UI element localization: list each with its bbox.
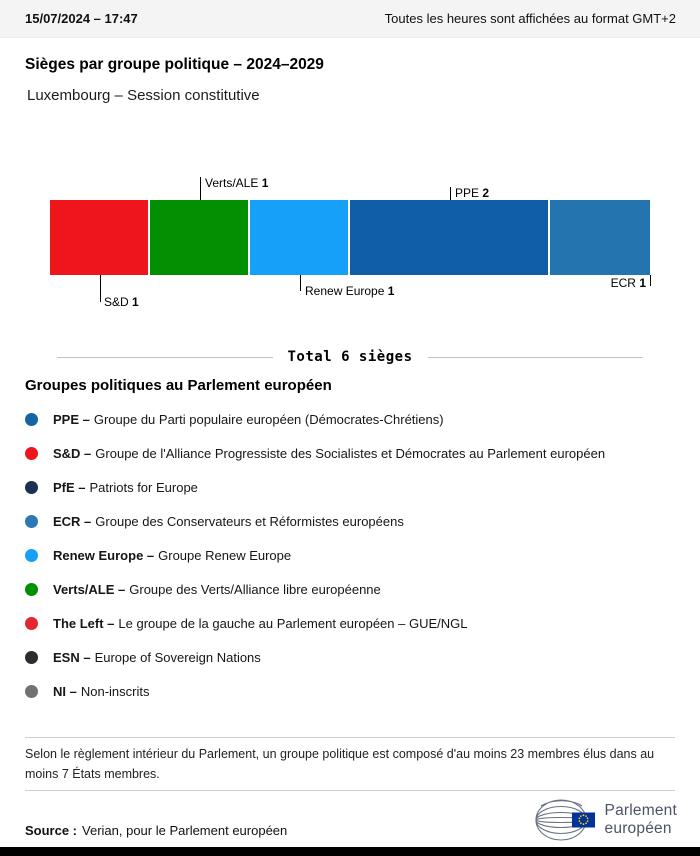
ep-logo-icon xyxy=(534,797,596,843)
legend-list xyxy=(25,402,685,708)
footnote-text: Selon le règlement intérieur du Parlement, un groupe politique est composé d'au moins 23 membres élus dans au moins 7 États membres. xyxy=(25,747,655,781)
legend-item-0 xyxy=(25,402,685,436)
ep-logo xyxy=(534,797,677,843)
chart-segment-renew-europe[interactable] xyxy=(250,200,350,275)
legend-abbr: Renew Europe – xyxy=(53,547,155,563)
logo-line2: européen xyxy=(604,820,672,837)
chart-label-ppe: PPE 2 xyxy=(455,186,490,200)
chart-segment-verts-ale[interactable] xyxy=(150,200,250,275)
seat-bar xyxy=(50,200,650,275)
legend-abbr: NI – xyxy=(53,683,77,699)
legend-abbr: S&D – xyxy=(53,445,92,461)
legend-abbr: ECR – xyxy=(53,513,92,529)
legend-abbr: ESN – xyxy=(53,649,91,665)
legend-item-6 xyxy=(25,606,685,640)
page-title: Sièges par groupe politique – 2024–2029 xyxy=(25,56,324,73)
legend-item-3 xyxy=(25,504,685,538)
legend-abbr: The Left – xyxy=(53,615,115,631)
legend-item-1 xyxy=(25,436,685,470)
legend-description: Groupe du Parti populaire européen (Démocrates-Chrétiens) xyxy=(93,411,444,427)
legend-dot xyxy=(25,481,38,494)
legend-dot xyxy=(25,685,38,698)
ep-logo-wordmark xyxy=(605,802,677,838)
legend-item-7 xyxy=(25,640,685,674)
legend-item-2 xyxy=(25,470,685,504)
legend-dot xyxy=(25,549,38,562)
source-label: Source : xyxy=(25,823,78,838)
chart-segment-ppe[interactable] xyxy=(350,200,550,275)
legend-description: Groupe des Verts/Alliance libre européenne xyxy=(129,581,381,597)
chart-label-renew-europe: Renew Europe 1 xyxy=(305,284,395,298)
chart-label-verts-ale: Verts/ALE 1 xyxy=(205,176,269,190)
chart-label-ecr: ECR 1 xyxy=(610,276,646,290)
legend-dot xyxy=(25,583,38,596)
chart-segment-s-d[interactable] xyxy=(50,200,150,275)
bottom-bar xyxy=(0,847,700,856)
divider-line-left xyxy=(57,357,273,358)
legend-dot xyxy=(25,447,38,460)
source-line xyxy=(25,823,287,838)
legend-description: Groupe de l'Alliance Progressiste des Socialistes et Démocrates au Parlement européen xyxy=(95,445,606,461)
legend-item-8 xyxy=(25,674,685,708)
legend-description: Groupe des Conservateurs et Réformistes européens xyxy=(95,513,404,529)
total-seats-row xyxy=(57,348,643,366)
chart-label-s-d: S&D 1 xyxy=(104,295,139,309)
footnote-rule-top xyxy=(25,737,675,738)
legend-description: Groupe Renew Europe xyxy=(158,547,292,563)
legend-dot xyxy=(25,651,38,664)
legend-abbr: PfE – xyxy=(53,479,86,495)
legend-heading: Groupes politiques au Parlement européen xyxy=(25,377,332,394)
timezone-note: Toutes les heures sont affichées au format GMT+2 xyxy=(384,11,676,26)
datetime-label: 15/07/2024 – 17:47 xyxy=(25,11,138,26)
top-bar xyxy=(0,0,700,38)
legend-description: Europe of Sovereign Nations xyxy=(94,649,261,665)
legend-description: Non-inscrits xyxy=(80,683,150,699)
chart-tick-ecr xyxy=(650,275,651,286)
legend-description: Patriots for Europe xyxy=(89,479,198,495)
legend-dot xyxy=(25,413,38,426)
chart-tick-verts-ale xyxy=(200,177,201,200)
seat-chart xyxy=(0,160,700,346)
chart-tick-ppe xyxy=(450,187,451,200)
footnote-rule-bottom xyxy=(25,790,675,791)
legend-item-5 xyxy=(25,572,685,606)
divider-line-right xyxy=(428,357,644,358)
legend-description: Le groupe de la gauche au Parlement européen – GUE/NGL xyxy=(118,615,468,631)
logo-line1: Parlement xyxy=(604,802,677,819)
page-subtitle: Luxembourg – Session constitutive xyxy=(27,87,260,104)
legend-item-4 xyxy=(25,538,685,572)
legend-dot xyxy=(25,515,38,528)
chart-tick-s-d xyxy=(100,275,101,302)
chart-segment-ecr[interactable] xyxy=(550,200,650,275)
chart-tick-renew-europe xyxy=(300,275,301,291)
source-text: Verian, pour le Parlement européen xyxy=(82,823,288,838)
legend-dot xyxy=(25,617,38,630)
legend-abbr: PPE – xyxy=(53,411,90,427)
legend-abbr: Verts/ALE – xyxy=(53,581,126,597)
total-seats-label: Total 6 sièges xyxy=(287,349,413,365)
